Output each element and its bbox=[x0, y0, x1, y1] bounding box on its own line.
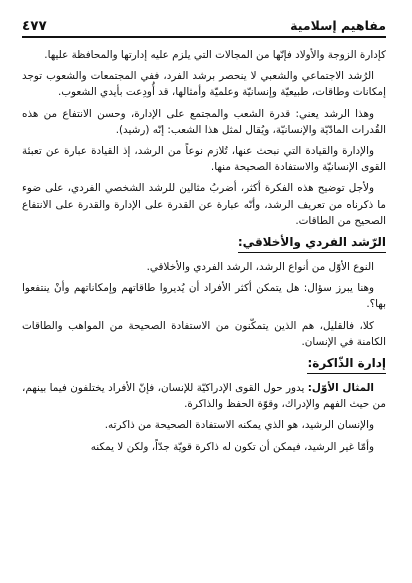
page-number: ٤٧٧ bbox=[22, 18, 47, 34]
paragraph: كإدارة الزوجة والأولاد فإنّها من المجالات التي يلزم عليه إدارتها والمحافظة عليها. bbox=[44, 49, 386, 61]
paragraph: وهنا يبرز سؤال: هل يتمكن أكثر الأفراد أن يُديروا طاقاتهم وإمكاناتهم وأنْ ينتفعوا بها؟. bbox=[22, 282, 386, 311]
paragraph: والإدارة والقيادة التي نبحث عنها، تُلازم نوعاً من الرشد، إذ القيادة عبارة عن تعبئة القوى الإنسانيّة والاستفادة الصحيحة منها. bbox=[22, 145, 386, 174]
example-paragraph bbox=[22, 380, 386, 412]
paragraph: وأمّا غير الرشيد، فيمكن أن تكون له ذاكرة قويّة جدّاً، ولكن لا يمكنه bbox=[90, 440, 374, 453]
running-header bbox=[22, 10, 386, 38]
section-heading-memory-management bbox=[22, 355, 386, 374]
page-body bbox=[22, 47, 386, 455]
paragraph: النوع الأوّل من أنواع الرشد، الرشد الفردي والأخلاقي. bbox=[146, 261, 374, 274]
paragraph: وهذا الرشد يعني: قدرة الشعب والمجتمع على الإدارة، وحسن الانتفاع من هذه القُدرات المادّيّة والإنسانيّة، ويُقال لمثل هذا الشعب: إنّه (رشيد). bbox=[22, 107, 386, 136]
example-label: المثال الأوّل: bbox=[307, 382, 374, 395]
example-text: يدور حول القوى الإدراكيّة للإنسان، فإنّ الأفراد يختلفون فيما بينهم، من حيث الفهم والإدراك، وقوّة الحفظ والذاكرة. bbox=[22, 382, 386, 411]
section-heading-text: إدارة الذّاكرة: bbox=[307, 355, 386, 374]
section-heading-individual-moral bbox=[22, 234, 386, 253]
book-title: مفاهيم إسلامية bbox=[290, 18, 386, 33]
section-heading-text: الرّشد الفردي والأخلاقي: bbox=[238, 234, 386, 253]
paragraph: ولأجل توضيح هذه الفكرة أكثر، أضربُ مثالين للرشد الشخصي الفردي، على ضوء ما ذكرناه من تعريف الرشد، وأنّه عبارة عن القدرة على الإدارة والقدرة على الانتفاع الصحيح من الطاقات. bbox=[22, 182, 386, 227]
paragraph: والإنسان الرشيد، هو الذي يمكنه الاستفادة الصحيحة من ذاكرته. bbox=[104, 419, 374, 432]
paragraph: كلا، فالقليل، هم الذين يتمكّنون من الاستفادة الصحيحة من المواهب والطاقات الكامنة في الإنسان. bbox=[22, 319, 386, 348]
paragraph: الرُشد الاجتماعي والشعبي لا ينحصر برشد الفرد، ففي المجتمعات والشعوب توجد إمكانات وطاقات، طبيعيّة وإنسانيّة وعلميّة وأمثالها، قد أُودِعت بأيدي الشعوب. bbox=[22, 70, 386, 99]
